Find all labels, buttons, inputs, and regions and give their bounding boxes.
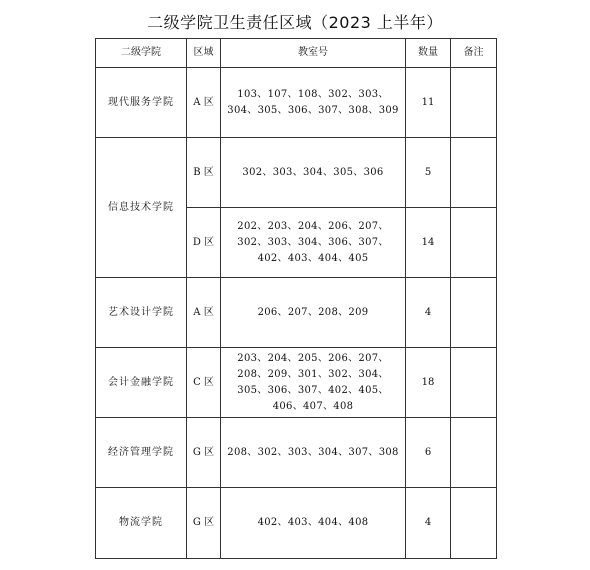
table-header-row (96, 39, 497, 68)
count-cell: 5 (406, 138, 451, 208)
college-cell: 会计金融学院 (96, 348, 187, 418)
header-rooms: 教室号 (221, 39, 406, 68)
count-cell: 4 (406, 488, 451, 559)
count-cell: 4 (406, 278, 451, 348)
rooms-cell: 206、207、208、209 (221, 278, 406, 348)
header-college: 二级学院 (96, 39, 187, 68)
zone-cell: A 区 (187, 68, 221, 138)
college-cell: 物流学院 (96, 488, 187, 559)
zone-cell: D 区 (187, 208, 221, 278)
table-row (96, 348, 497, 418)
table-row (96, 488, 497, 559)
table-row (96, 138, 497, 208)
notes-cell (451, 68, 497, 138)
college-cell: 信息技术学院 (96, 138, 187, 278)
duty-area-table (95, 38, 497, 559)
table-row (96, 68, 497, 138)
notes-cell (451, 418, 497, 488)
rooms-cell: 203、204、205、206、207、208、209、301、302、304、305、306、307、402、405、406、407、408 (221, 348, 406, 418)
rooms-cell: 103、107、108、302、303、304、305、306、307、308、309 (221, 68, 406, 138)
table-row (96, 418, 497, 488)
count-cell: 18 (406, 348, 451, 418)
zone-cell: C 区 (187, 348, 221, 418)
college-cell: 现代服务学院 (96, 68, 187, 138)
header-zone: 区域 (187, 39, 221, 68)
notes-cell (451, 348, 497, 418)
zone-cell: G 区 (187, 418, 221, 488)
zone-cell: G 区 (187, 488, 221, 559)
notes-cell (451, 138, 497, 208)
header-notes: 备注 (451, 39, 497, 68)
count-cell: 11 (406, 68, 451, 138)
notes-cell (451, 208, 497, 278)
rooms-cell: 402、403、404、408 (221, 488, 406, 559)
count-cell: 6 (406, 418, 451, 488)
rooms-cell: 202、203、204、206、207、302、303、304、306、307、402、403、404、405 (221, 208, 406, 278)
rooms-cell: 302、303、304、305、306 (221, 138, 406, 208)
table-row (96, 278, 497, 348)
zone-cell: B 区 (187, 138, 221, 208)
zone-cell: A 区 (187, 278, 221, 348)
college-cell: 艺术设计学院 (96, 278, 187, 348)
rooms-cell: 208、302、303、304、307、308 (221, 418, 406, 488)
college-cell: 经济管理学院 (96, 418, 187, 488)
notes-cell (451, 488, 497, 559)
count-cell: 14 (406, 208, 451, 278)
header-count: 数量 (406, 39, 451, 68)
notes-cell (451, 278, 497, 348)
document-title: 二级学院卫生责任区域（2023 上半年） (147, 13, 443, 32)
